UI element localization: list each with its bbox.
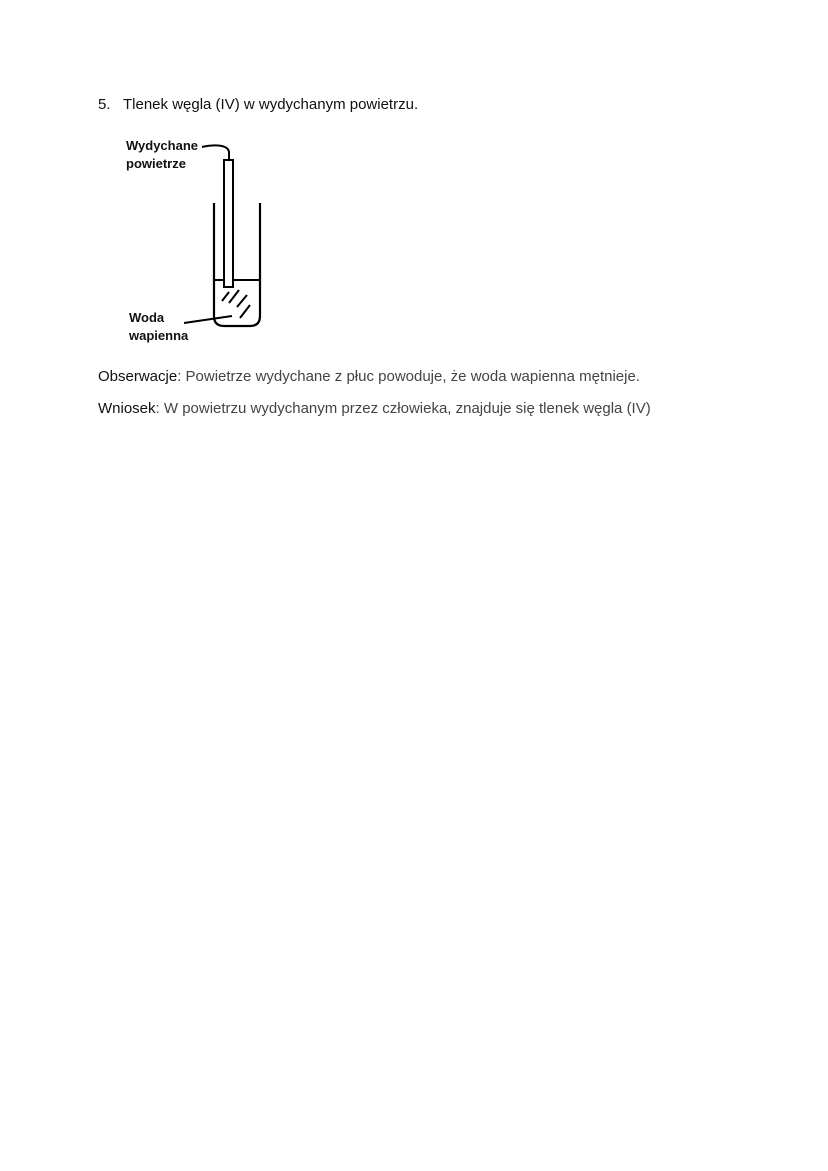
exhaled-air-label-line2: powietrze — [126, 156, 186, 171]
bubble-mark — [222, 292, 229, 301]
inner-tube — [224, 160, 233, 287]
limewater-leader-line — [184, 316, 232, 323]
experiment-figure — [118, 132, 288, 352]
conclusion-text: : W powietrzu wydychanym przez człowieka, znajduje się tlenek węgla (IV) — [155, 400, 651, 417]
observation-text: : Powietrze wydychane z płuc powoduje, że woda wapienna mętnieje. — [177, 368, 640, 385]
section-number: 5. — [98, 96, 111, 113]
bubble-mark — [237, 295, 247, 307]
limewater-label-line1: Woda — [129, 310, 165, 325]
section-heading — [98, 96, 418, 113]
observation-label: Obserwacje — [98, 368, 178, 385]
test-tube-diagram — [118, 132, 288, 352]
section-title: Tlenek węgla (IV) w wydychanym powietrzu. — [123, 96, 419, 113]
limewater-label-line2: wapienna — [129, 328, 189, 343]
conclusion-label: Wniosek — [98, 400, 156, 417]
observation-line — [98, 368, 640, 385]
bubble-mark — [229, 290, 239, 303]
air-leader-line — [202, 145, 229, 159]
test-tube-outline — [214, 203, 260, 326]
bubble-mark — [240, 305, 250, 318]
exhaled-air-label-line1: Wydychane — [126, 138, 199, 153]
conclusion-line — [98, 400, 651, 417]
